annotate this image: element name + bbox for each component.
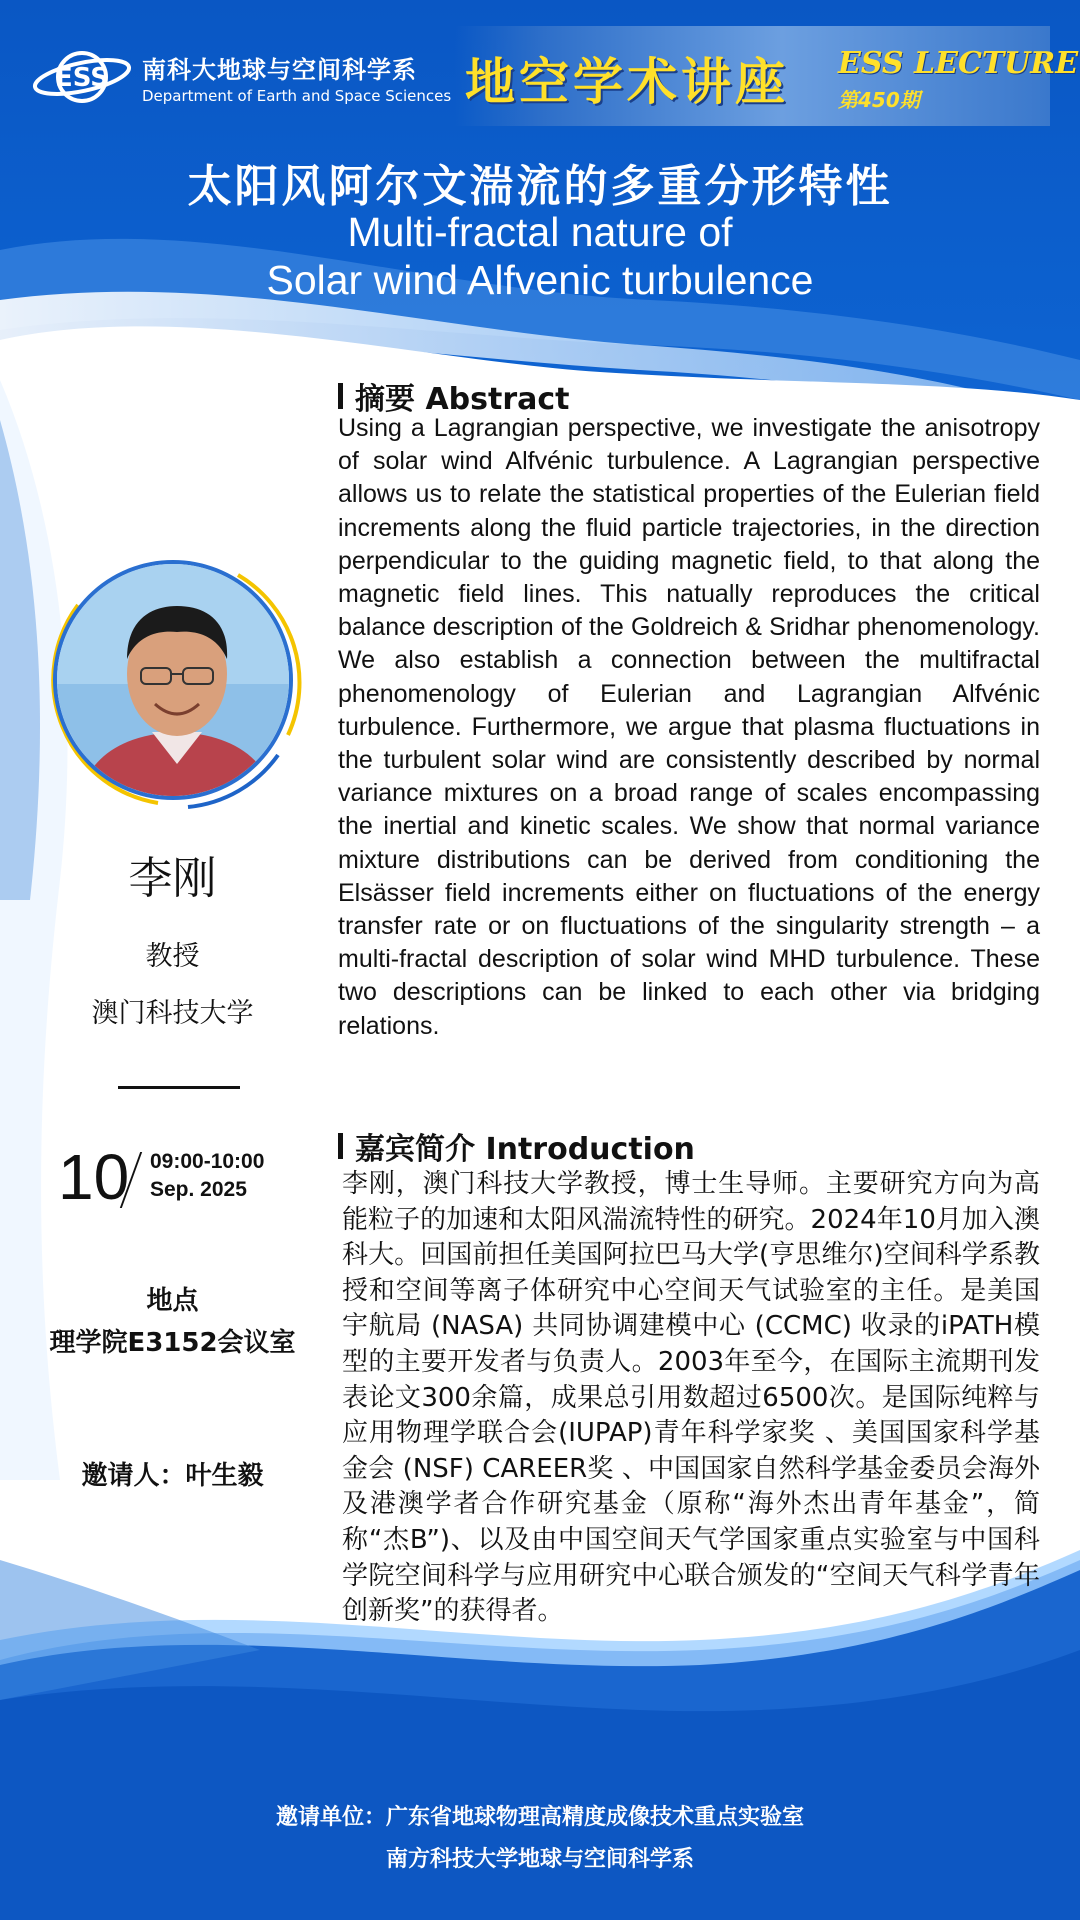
speaker-affiliation: 澳门科技大学: [91, 998, 254, 1029]
talk-title-en: [0, 208, 1080, 304]
abstract-text: Using a Lagrangian perspective, we investigate the anisotropy of solar wind Alfvénic turbulence. A Lagrangian perspective allows us to relate the statistical properties of the Eulerian field increments along the fluid particle trajectories, in the direction perpendicular to the guiding magnetic field, to that along the magnetic field lines. This natually reproduces the critical balance description of the Goldreich & Sridhar phenomenology. We also establish a connection between the multifractal phenomenology of Eulerian and Lagrangian Alfvénic turbulence. Furthermore, we argue that plasma fluctuations in the turbulent solar wind are consistently described by normal variance mixtures on a broad range of scales encompassing the inertial and kinetic scales. We show that normal variance mixture distributions can be derived from conditioning the Elsässer field increments either on fluctuations of the energy transfer rate or on fluctuations of the singularity strength – a multi-fractal description of solar wind MHD turbulence. These two descriptions can be linked to each other via bridging relations.: [338, 414, 1040, 1040]
lecture-series-title-en: ESS LECTURE: [838, 46, 1079, 81]
introduction-text: 李刚，澳门科技大学教授，博士生导师。主要研究方向为高能粒子的加速和太阳风湍流特性的研究。2024年10月加入澳科大。回国前担任美国阿拉巴马大学(亨思维尔)空间科学系教授和空间等离子体研究中心空间天气试验室的主任。是美国宇航局 (NASA) 共同协调建模中心 (CCMC) 收录的iPATH模型的主要开发者与负责人。2003年至今，在国际主流期刊发表论文300余篇，成果总引用数超过6500次。是国际纯粹与应用物理学联合会(IUPAP)青年科学家奖 、美国国家科学基金会 (NSF) CAREER奖 、中国国家自然科学基金委员会海外及港澳学者合作研究基金（原称“海外杰出青年基金”，简称“杰B”)、以及由中国空间天气学国家重点实验室与中国科学院空间科学与应用研究中心联合颁发的“空间天气科学青年创新奖”的获得者。: [342, 1169, 1040, 1627]
speaker-position: 教授: [145, 941, 200, 972]
introduction-heading-text: 嘉宾简介 Introduction: [355, 1132, 695, 1167]
heading-bar-icon: [338, 1133, 343, 1159]
introduction-heading: [338, 1124, 695, 1168]
ess-logo-icon: [30, 46, 134, 108]
speaker-photo-frame: [38, 545, 308, 815]
venue-label: 地点: [146, 1286, 199, 1316]
talk-title-cn: 太阳风阿尔文湍流的多重分形特性: [187, 161, 893, 212]
lecture-series-title-cn: 地空学术讲座: [465, 52, 789, 111]
speaker-photo: [53, 560, 293, 800]
venue-location: 理学院E3152会议室: [49, 1328, 296, 1358]
department-name-cn: 南科大地球与空间科学系: [142, 55, 417, 84]
lecture-time: 09:00-10:00: [150, 1150, 265, 1173]
date-day: 10: [58, 1141, 130, 1213]
organizer-line2: 南方科技大学地球与空间科学系: [385, 1847, 694, 1872]
abstract-heading-text: 摘要 Abstract: [355, 382, 570, 417]
talk-title-en-line1: Multi-fractal nature of: [347, 209, 733, 255]
lecture-banner: [455, 26, 1079, 126]
inviter: 邀请人：叶生毅: [81, 1461, 264, 1491]
lecture-issue-number: 第450期: [838, 88, 920, 112]
divider: [118, 1086, 240, 1089]
speaker-name: 李刚: [128, 853, 217, 904]
organizer-line1: 邀请单位：广东省地球物理高精度成像技术重点实验室: [275, 1805, 804, 1830]
date-month-year: Sep. 2025: [150, 1178, 247, 1201]
svg-text:ESS: ESS: [54, 63, 110, 93]
department-logo: [30, 46, 451, 108]
heading-bar-icon: [338, 383, 343, 409]
department-name-en: Department of Earth and Space Sciences: [142, 86, 452, 105]
portrait-icon: [57, 564, 293, 800]
talk-title-en-line2: Solar wind Alfvenic turbulence: [266, 257, 814, 303]
